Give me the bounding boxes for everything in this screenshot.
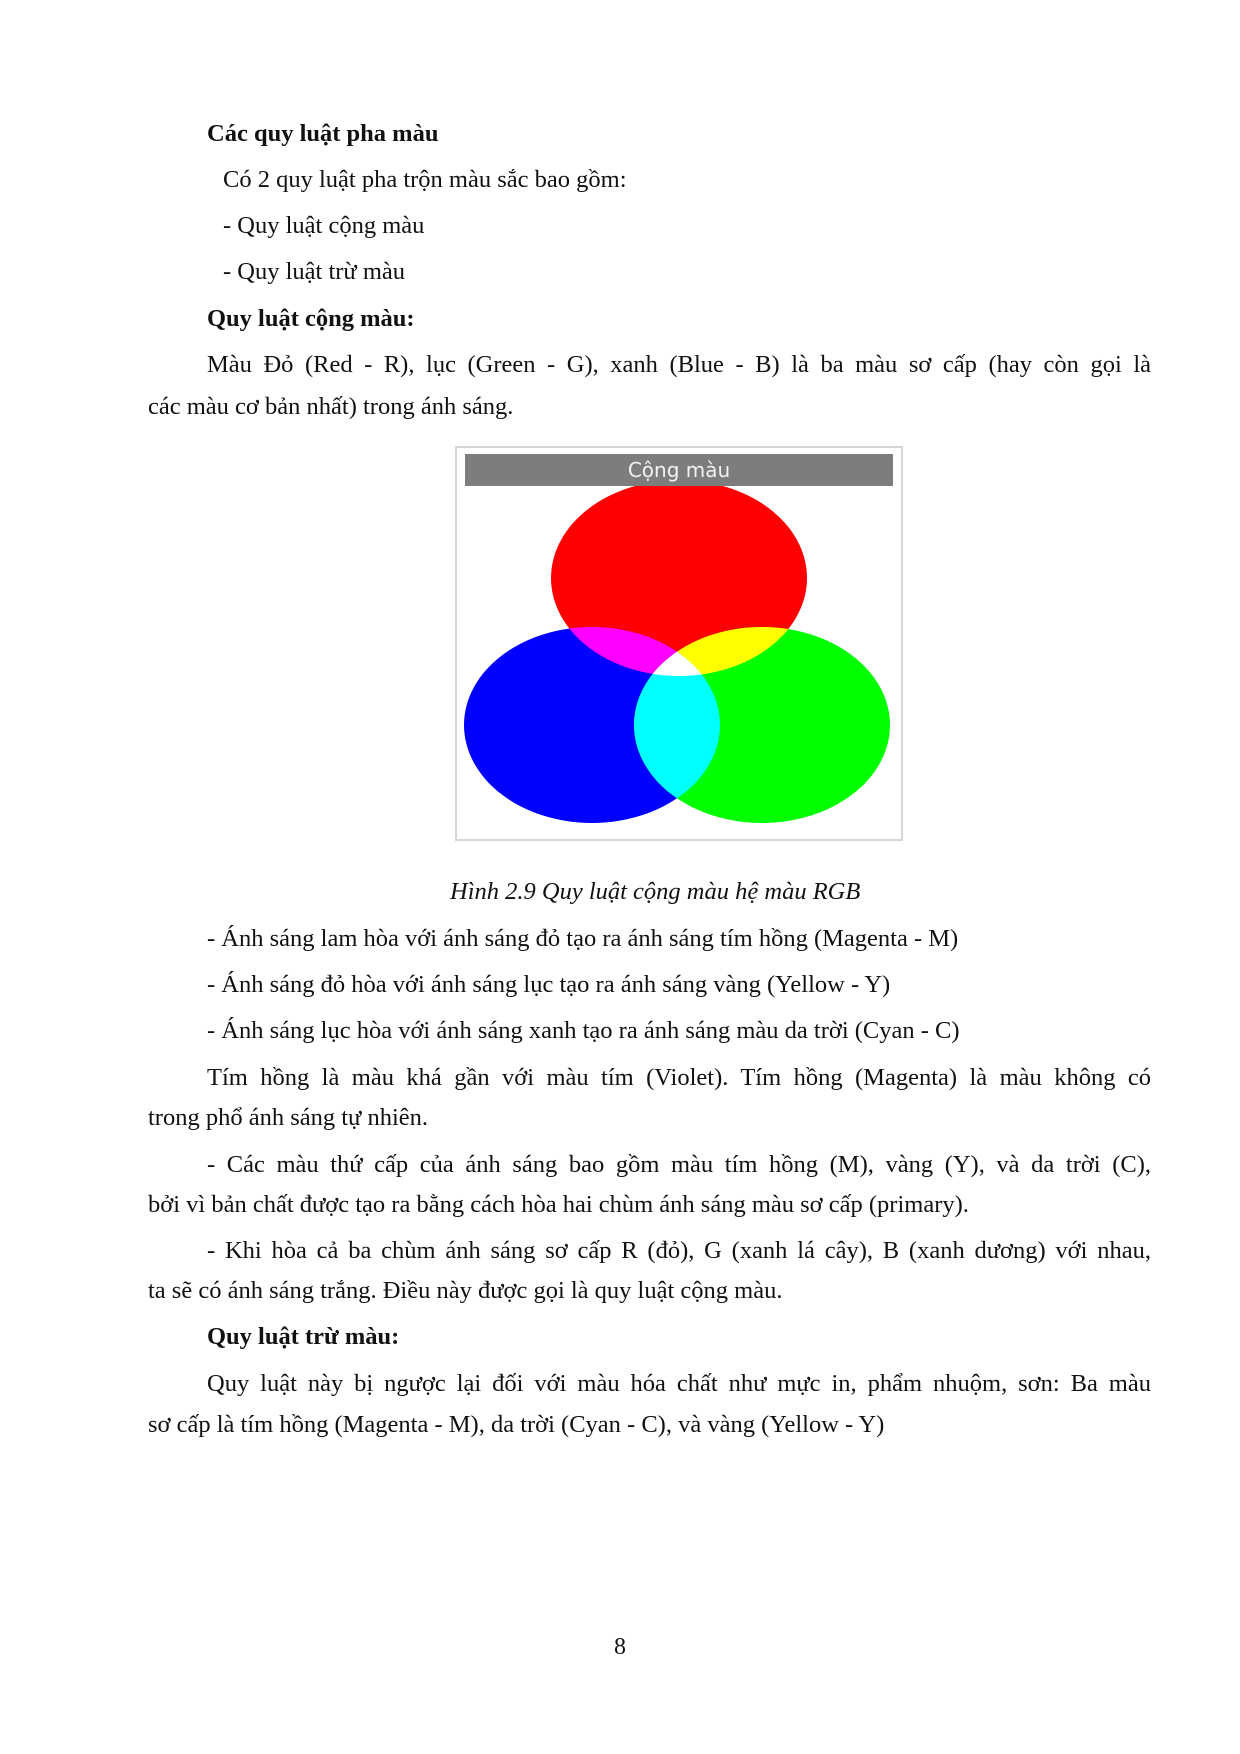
white-paragraph-line1: - Khi hòa cả ba chùm ánh sáng sơ cấp R (đỏ), G (xanh lá cây), B (xanh dương) với nhau, — [207, 1237, 1151, 1264]
mixing-item-yellow: - Ánh sáng đỏ hòa với ánh sáng lục tạo ra ánh sáng vàng (Yellow - Y) — [207, 971, 891, 998]
rgb-venn-diagram — [457, 448, 901, 839]
additive-paragraph-line2: các màu cơ bản nhất) trong ánh sáng. — [148, 393, 514, 420]
secondary-paragraph-line2: bởi vì bản chất được tạo ra bằng cách hòa hai chùm ánh sáng màu sơ cấp (primary). — [148, 1191, 969, 1218]
subtractive-paragraph-line1: Quy luật này bị ngược lại đối với màu hóa chất như mực in, phẩm nhuộm, sơn: Ba màu — [207, 1370, 1151, 1397]
page-number: 8 — [614, 1634, 626, 1660]
magenta-paragraph-line2: trong phổ ánh sáng tự nhiên. — [148, 1104, 429, 1131]
mixing-item-cyan: - Ánh sáng lục hòa với ánh sáng xanh tạo ra ánh sáng màu da trời (Cyan - C) — [207, 1017, 960, 1044]
list-item-additive: - Quy luật cộng màu — [223, 212, 425, 239]
section-heading: Các quy luật pha màu — [207, 120, 439, 147]
subtractive-heading: Quy luật trừ màu: — [207, 1323, 400, 1350]
subtractive-paragraph-line2: sơ cấp là tím hồng (Magenta - M), da trời (Cyan - C), và vàng (Yellow - Y) — [148, 1411, 885, 1438]
magenta-paragraph-line1: Tím hồng là màu khá gần với màu tím (Violet). Tím hồng (Magenta) là màu không có — [207, 1064, 1151, 1091]
white-paragraph-line2: ta sẽ có ánh sáng trắng. Điều này được gọi là quy luật cộng màu. — [148, 1277, 783, 1304]
list-item-subtractive: - Quy luật trừ màu — [223, 258, 406, 285]
figure-title-bar: Cộng màu — [465, 454, 893, 486]
intro-text: Có 2 quy luật pha trộn màu sắc bao gồm: — [223, 166, 627, 193]
additive-paragraph-line1: Màu Đỏ (Red - R), lục (Green - G), xanh (Blue - B) là ba màu sơ cấp (hay còn gọi là — [207, 351, 1151, 378]
mixing-item-magenta: - Ánh sáng lam hòa với ánh sáng đỏ tạo ra ánh sáng tím hồng (Magenta - M) — [207, 925, 959, 952]
additive-heading: Quy luật cộng màu: — [207, 305, 415, 332]
secondary-paragraph-line1: - Các màu thứ cấp của ánh sáng bao gồm màu tím hồng (M), vàng (Y), và da trời (C), — [207, 1151, 1151, 1178]
additive-color-figure — [455, 446, 903, 841]
figure-caption: Hình 2.9 Quy luật cộng màu hệ màu RGB — [450, 878, 861, 905]
